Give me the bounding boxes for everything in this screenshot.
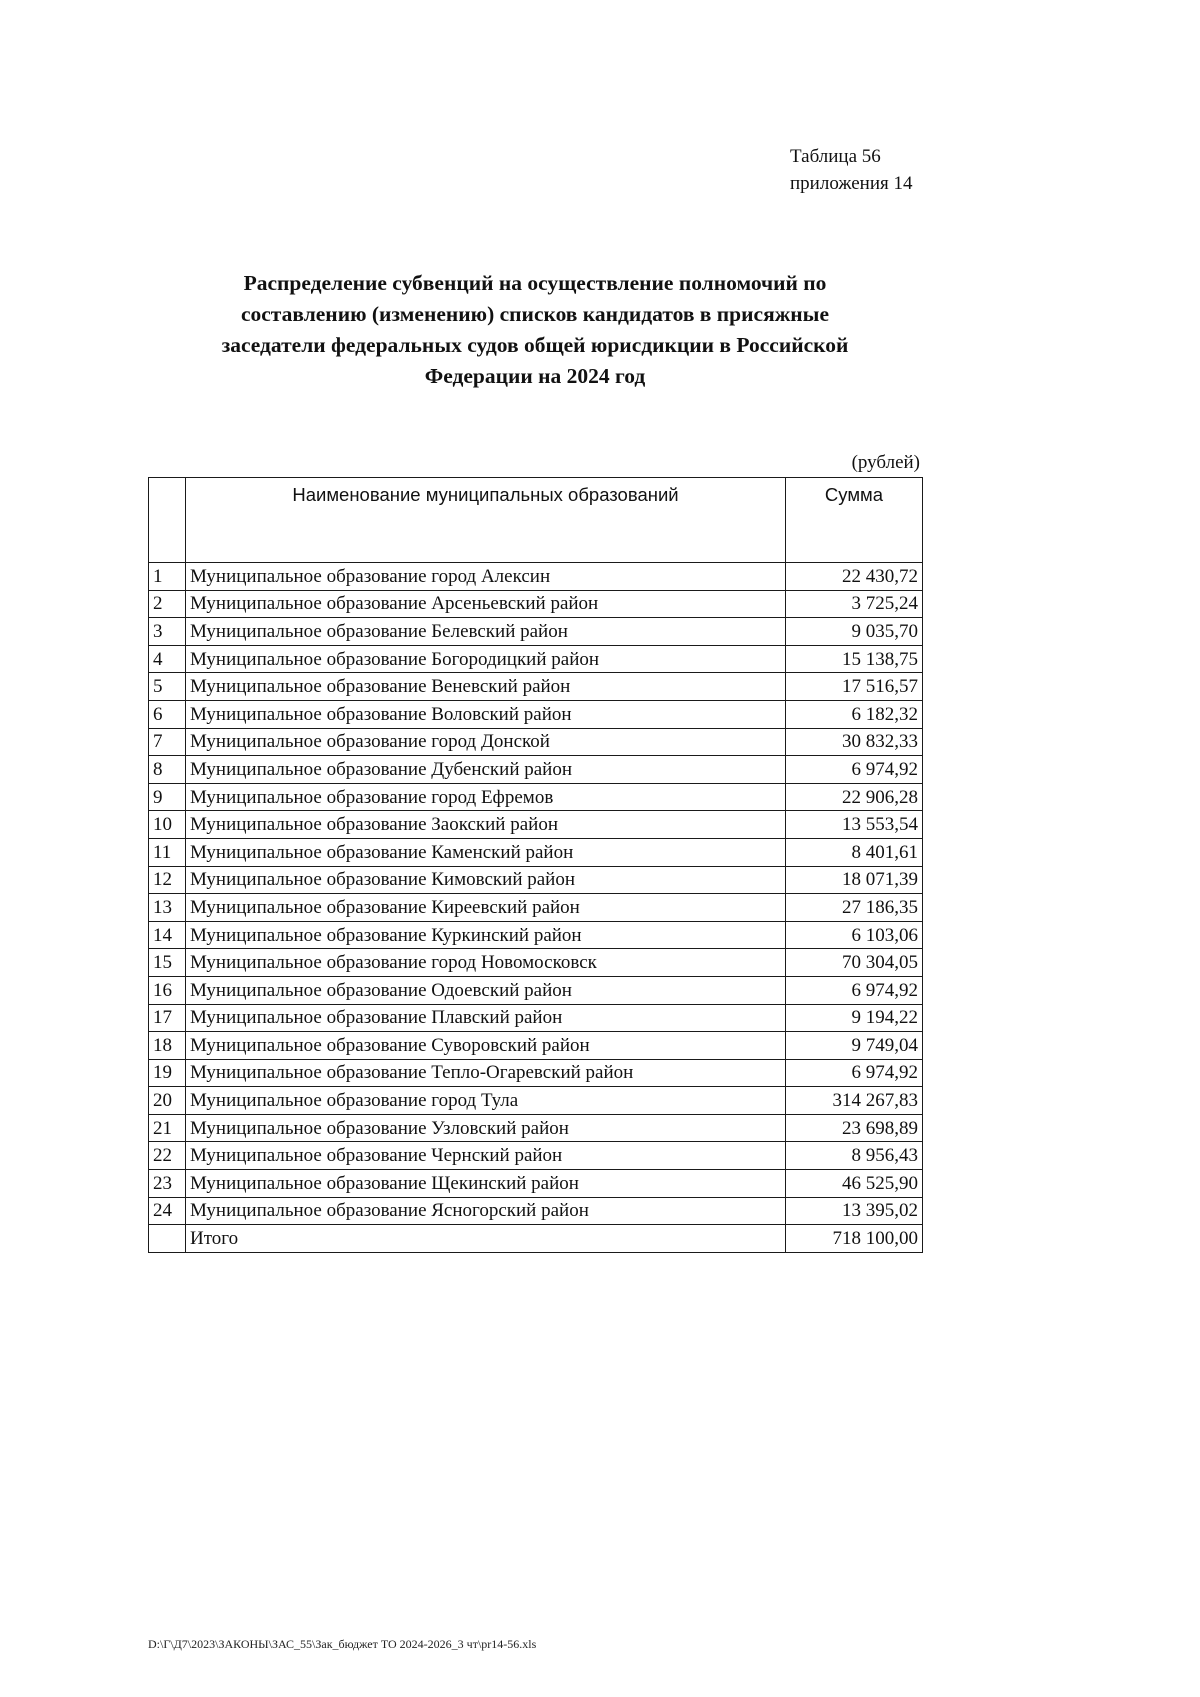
row-name: Муниципальное образование Воловский район [186,700,786,728]
row-name: Муниципальное образование Одоевский район [186,976,786,1004]
row-amount: 17 516,57 [786,673,923,701]
row-number: 23 [149,1170,186,1198]
row-amount: 22 906,28 [786,783,923,811]
document-title [170,268,900,392]
row-amount: 23 698,89 [786,1114,923,1142]
row-amount: 22 430,72 [786,563,923,591]
table-row [149,1032,923,1060]
row-number: 14 [149,921,186,949]
units-label: (рублей) [851,452,920,473]
distribution-table [148,477,923,1253]
row-number: 17 [149,1004,186,1032]
row-number: 13 [149,894,186,922]
row-amount: 13 395,02 [786,1197,923,1225]
row-name: Муниципальное образование город Донской [186,728,786,756]
total-label: Итого [186,1225,786,1253]
row-number: 22 [149,1142,186,1170]
row-number: 3 [149,618,186,646]
row-name: Муниципальное образование Киреевский район [186,894,786,922]
row-number: 16 [149,976,186,1004]
total-row [149,1225,923,1253]
table-row [149,618,923,646]
title-line: Федерации на 2024 год [424,364,646,388]
row-number: 2 [149,590,186,618]
row-name: Муниципальное образование Чернский район [186,1142,786,1170]
row-amount: 70 304,05 [786,949,923,977]
row-number: 20 [149,1087,186,1115]
row-amount: 6 974,92 [786,756,923,784]
row-number: 8 [149,756,186,784]
header-amount: Сумма [786,478,923,563]
table-row [149,1142,923,1170]
table-row [149,811,923,839]
row-number: 18 [149,1032,186,1060]
row-amount: 13 553,54 [786,811,923,839]
row-amount: 9 035,70 [786,618,923,646]
table-row [149,1059,923,1087]
table-row [149,728,923,756]
row-number: 1 [149,563,186,591]
row-name: Муниципальное образование Суворовский район [186,1032,786,1060]
table-row [149,673,923,701]
row-number: 10 [149,811,186,839]
table-row [149,1114,923,1142]
row-amount: 8 401,61 [786,838,923,866]
table-row [149,894,923,922]
row-amount: 27 186,35 [786,894,923,922]
row-name: Муниципальное образование Щекинский район [186,1170,786,1198]
row-name: Муниципальное образование Узловский район [186,1114,786,1142]
row-amount: 314 267,83 [786,1087,923,1115]
table-row [149,563,923,591]
table-row [149,838,923,866]
row-number: 9 [149,783,186,811]
row-amount: 46 525,90 [786,1170,923,1198]
row-name: Муниципальное образование город Ефремов [186,783,786,811]
row-amount: 8 956,43 [786,1142,923,1170]
table-row [149,1170,923,1198]
row-number: 7 [149,728,186,756]
row-number: 4 [149,645,186,673]
title-line: Распределение субвенций на осуществление полномочий по [243,271,827,295]
row-number: 12 [149,866,186,894]
row-amount: 6 103,06 [786,921,923,949]
row-name: Муниципальное образование Заокский район [186,811,786,839]
table-row [149,783,923,811]
row-amount: 6 974,92 [786,976,923,1004]
row-name: Муниципальное образование Дубенский район [186,756,786,784]
row-amount: 9 194,22 [786,1004,923,1032]
total-number [149,1225,186,1253]
row-number: 5 [149,673,186,701]
title-line: составлению (изменению) списков кандидатов в присяжные [240,302,830,326]
table-row [149,1087,923,1115]
row-name: Муниципальное образование Плавский район [186,1004,786,1032]
row-amount: 18 071,39 [786,866,923,894]
appendix-label: приложения 14 [790,173,913,194]
table-row [149,866,923,894]
row-amount: 6 182,32 [786,700,923,728]
row-name: Муниципальное образование город Алексин [186,563,786,591]
table-row [149,976,923,1004]
row-name: Муниципальное образование Ясногорский район [186,1197,786,1225]
row-name: Муниципальное образование Каменский район [186,838,786,866]
row-amount: 6 974,92 [786,1059,923,1087]
table-row [149,921,923,949]
row-number: 6 [149,700,186,728]
row-name: Муниципальное образование город Тула [186,1087,786,1115]
row-name: Муниципальное образование Арсеньевский район [186,590,786,618]
row-amount: 30 832,33 [786,728,923,756]
row-name: Муниципальное образование Кимовский район [186,866,786,894]
row-number: 21 [149,1114,186,1142]
table-row [149,756,923,784]
table-label: Таблица 56 [790,146,881,167]
row-amount: 9 749,04 [786,1032,923,1060]
table-row [149,645,923,673]
row-name: Муниципальное образование Белевский район [186,618,786,646]
table-reference [790,143,912,197]
table-row [149,1004,923,1032]
table-row [149,949,923,977]
row-number: 24 [149,1197,186,1225]
row-name: Муниципальное образование Куркинский район [186,921,786,949]
total-amount: 718 100,00 [786,1225,923,1253]
table-row [149,1197,923,1225]
file-path-footer: D:\Г\Д7\2023\ЗАКОНЫ\ЗАС_55\Зак_бюджет ТО 2024-2026_3 чт\pr14-56.xls [148,1637,537,1651]
row-number: 19 [149,1059,186,1087]
row-name: Муниципальное образование город Новомосковск [186,949,786,977]
row-amount: 15 138,75 [786,645,923,673]
row-name: Муниципальное образование Веневский район [186,673,786,701]
row-name: Муниципальное образование Богородицкий район [186,645,786,673]
table-header-row [149,478,923,563]
header-number [149,478,186,563]
row-number: 15 [149,949,186,977]
header-name: Наименование муниципальных образований [186,478,786,563]
title-line: заседатели федеральных судов общей юрисдикции в Российской [221,333,849,357]
table-row [149,700,923,728]
row-number: 11 [149,838,186,866]
row-name: Муниципальное образование Тепло-Огаревский район [186,1059,786,1087]
row-amount: 3 725,24 [786,590,923,618]
table-row [149,590,923,618]
table-body [149,563,923,1253]
